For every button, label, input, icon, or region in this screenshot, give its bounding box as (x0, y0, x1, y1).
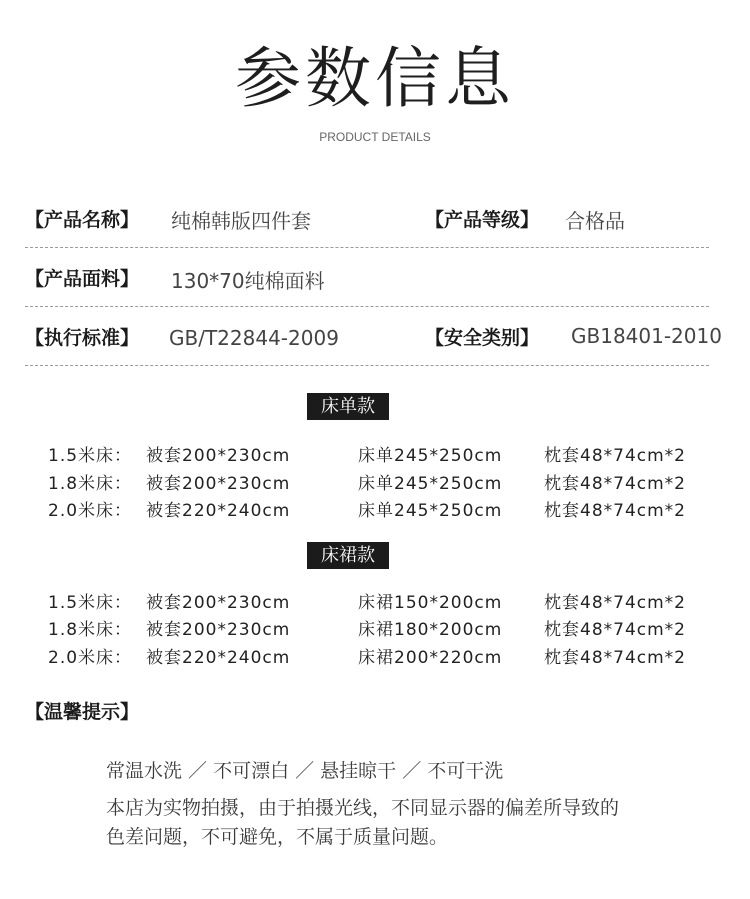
pillow-size: 枕套48*74cm*2 (544, 648, 686, 668)
size-label: 1.8米床： (48, 474, 133, 494)
standard-label: 【执行标准】 (25, 326, 140, 349)
size-label: 1.5米床： (48, 593, 133, 613)
duvet-size: 被套200*230cm (146, 620, 291, 640)
spec-row-fabric (25, 248, 709, 307)
care-instructions: 常温水洗 ／ 不可漂白 ／ 悬挂晾干 ／ 不可干洗 (106, 760, 504, 782)
size-label: 2.0米床： (48, 501, 133, 521)
safety-value: GB18401-2010 (571, 324, 722, 348)
sheet-size-row-1 (48, 441, 708, 467)
pillow-size: 枕套48*74cm*2 (544, 446, 686, 466)
product-name-label: 【产品名称】 (25, 208, 140, 231)
skirt-size-row-1 (48, 588, 708, 614)
pillow-size: 枕套48*74cm*2 (544, 620, 686, 640)
duvet-size: 被套200*230cm (146, 474, 291, 494)
size-label: 1.8米床： (48, 620, 133, 640)
safety-label: 【安全类别】 (425, 326, 540, 349)
page-subtitle: PRODUCT DETAILS (319, 130, 431, 144)
page-title: 参数信息 (235, 40, 515, 117)
skirt-size-row-2 (48, 615, 708, 641)
tips-heading: 【温馨提示】 (25, 701, 140, 723)
duvet-size: 被套200*230cm (146, 593, 291, 613)
product-grade-value: 合格品 (565, 209, 625, 233)
product-grade-label: 【产品等级】 (425, 208, 540, 231)
duvet-size: 被套200*230cm (146, 446, 291, 466)
pillow-size: 枕套48*74cm*2 (544, 501, 686, 521)
skirt-size-row-3 (48, 643, 708, 669)
bed-skirt-size: 床裙200*220cm (358, 648, 503, 668)
pillow-size: 枕套48*74cm*2 (544, 593, 686, 613)
bed-skirt-size: 床裙180*200cm (358, 620, 503, 640)
spec-row-standard-safety (25, 307, 722, 366)
sheet-size: 床单245*250cm (358, 501, 503, 521)
product-name-value: 纯棉韩版四件套 (171, 209, 311, 233)
sheet-size-row-2 (48, 469, 708, 495)
spec-row-name-grade (25, 189, 709, 248)
disclaimer-line-2: 色差问题，不可避免，不属于质量问题。 (106, 826, 449, 848)
product-fabric-label: 【产品面料】 (25, 267, 140, 290)
size-label: 1.5米床： (48, 446, 133, 466)
bed-skirt-size: 床裙150*200cm (358, 593, 503, 613)
skirt-style-tag: 床裙款 (307, 542, 389, 569)
duvet-size: 被套220*240cm (146, 501, 291, 521)
duvet-size: 被套220*240cm (146, 648, 291, 668)
product-fabric-value: 130*70纯棉面料 (171, 269, 325, 293)
sheet-size-row-3 (48, 496, 708, 522)
sheet-style-tag: 床单款 (307, 393, 389, 420)
sheet-size: 床单245*250cm (358, 446, 503, 466)
disclaimer-line-1: 本店为实物拍摄，由于拍摄光线，不同显示器的偏差所导致的 (106, 797, 620, 819)
sheet-size: 床单245*250cm (358, 474, 503, 494)
pillow-size: 枕套48*74cm*2 (544, 474, 686, 494)
standard-value: GB/T22844-2009 (169, 326, 339, 350)
size-label: 2.0米床： (48, 648, 133, 668)
